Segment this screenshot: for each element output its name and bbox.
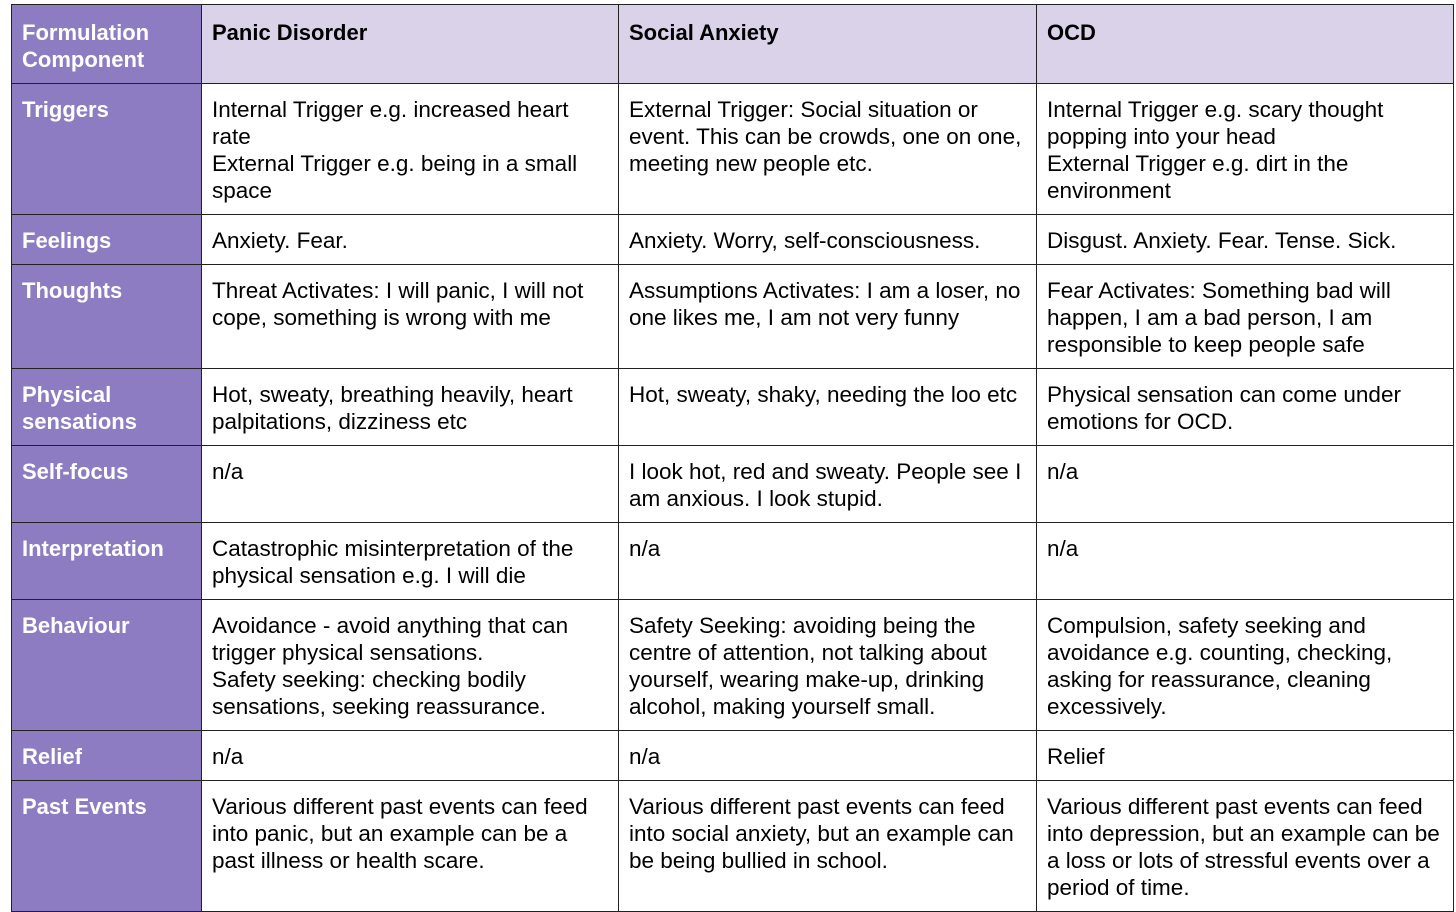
table-row-feelings xyxy=(12,215,1454,265)
table-row-interpretation xyxy=(12,523,1454,600)
table-row-past-events xyxy=(12,781,1454,912)
cell-thoughts-social: Assumptions Activates: I am a loser, no one likes me, I am not very funny xyxy=(619,265,1037,369)
table-row-thoughts xyxy=(12,265,1454,369)
cell-triggers-social: External Trigger: Social situation or event. This can be crowds, one on one, meeting new people etc. xyxy=(619,84,1037,215)
formulation-table xyxy=(11,4,1454,912)
cell-behaviour-panic: Avoidance - avoid anything that can trigger physical sensations. Safety seeking: checking bodily sensations, seeking reassurance. xyxy=(202,600,619,731)
row-label-physical-sensations: Physical sensations xyxy=(12,369,202,446)
cell-interpretation-panic: Catastrophic misinterpretation of the physical sensation e.g. I will die xyxy=(202,523,619,600)
cell-physical-panic: Hot, sweaty, breathing heavily, heart palpitations, dizziness etc xyxy=(202,369,619,446)
table-row-triggers xyxy=(12,84,1454,215)
cell-triggers-panic: Internal Trigger e.g. increased heart rate External Trigger e.g. being in a small space xyxy=(202,84,619,215)
row-label-thoughts: Thoughts xyxy=(12,265,202,369)
cell-feelings-ocd: Disgust. Anxiety. Fear. Tense. Sick. xyxy=(1037,215,1454,265)
table-row-physical-sensations xyxy=(12,369,1454,446)
cell-physical-social: Hot, sweaty, shaky, needing the loo etc xyxy=(619,369,1037,446)
cell-interpretation-ocd: n/a xyxy=(1037,523,1454,600)
header-ocd: OCD xyxy=(1037,5,1454,84)
row-label-interpretation: Interpretation xyxy=(12,523,202,600)
table-row-self-focus xyxy=(12,446,1454,523)
cell-thoughts-ocd: Fear Activates: Something bad will happen, I am a bad person, I am responsible to keep people safe xyxy=(1037,265,1454,369)
cell-selffocus-social: I look hot, red and sweaty. People see I am anxious. I look stupid. xyxy=(619,446,1037,523)
cell-physical-ocd: Physical sensation can come under emotions for OCD. xyxy=(1037,369,1454,446)
cell-past-panic: Various different past events can feed into panic, but an example can be a past illness or health scare. xyxy=(202,781,619,912)
row-label-feelings: Feelings xyxy=(12,215,202,265)
cell-thoughts-panic: Threat Activates: I will panic, I will not cope, something is wrong with me xyxy=(202,265,619,369)
row-label-past-events: Past Events xyxy=(12,781,202,912)
cell-selffocus-panic: n/a xyxy=(202,446,619,523)
header-social-anxiety: Social Anxiety xyxy=(619,5,1037,84)
row-label-relief: Relief xyxy=(12,731,202,781)
header-formulation-component: Formulation Component xyxy=(12,5,202,84)
cell-feelings-panic: Anxiety. Fear. xyxy=(202,215,619,265)
formulation-table-wrapper xyxy=(11,4,1454,912)
table-header-row xyxy=(12,5,1454,84)
table-row-relief xyxy=(12,731,1454,781)
cell-past-social: Various different past events can feed into social anxiety, but an example can be being bullied in school. xyxy=(619,781,1037,912)
cell-past-ocd: Various different past events can feed into depression, but an example can be a loss or lots of stressful events over a period of time. xyxy=(1037,781,1454,912)
row-label-triggers: Triggers xyxy=(12,84,202,215)
cell-relief-panic: n/a xyxy=(202,731,619,781)
row-label-self-focus: Self-focus xyxy=(12,446,202,523)
cell-behaviour-ocd: Compulsion, safety seeking and avoidance e.g. counting, checking, asking for reassurance, cleaning excessively. xyxy=(1037,600,1454,731)
cell-interpretation-social: n/a xyxy=(619,523,1037,600)
cell-relief-social: n/a xyxy=(619,731,1037,781)
row-label-behaviour: Behaviour xyxy=(12,600,202,731)
cell-feelings-social: Anxiety. Worry, self-consciousness. xyxy=(619,215,1037,265)
table-row-behaviour xyxy=(12,600,1454,731)
cell-selffocus-ocd: n/a xyxy=(1037,446,1454,523)
header-panic-disorder: Panic Disorder xyxy=(202,5,619,84)
cell-triggers-ocd: Internal Trigger e.g. scary thought popping into your head External Trigger e.g. dirt in the environment xyxy=(1037,84,1454,215)
cell-behaviour-social: Safety Seeking: avoiding being the centre of attention, not talking about yourself, wearing make-up, drinking alcohol, making yourself small. xyxy=(619,600,1037,731)
cell-relief-ocd: Relief xyxy=(1037,731,1454,781)
